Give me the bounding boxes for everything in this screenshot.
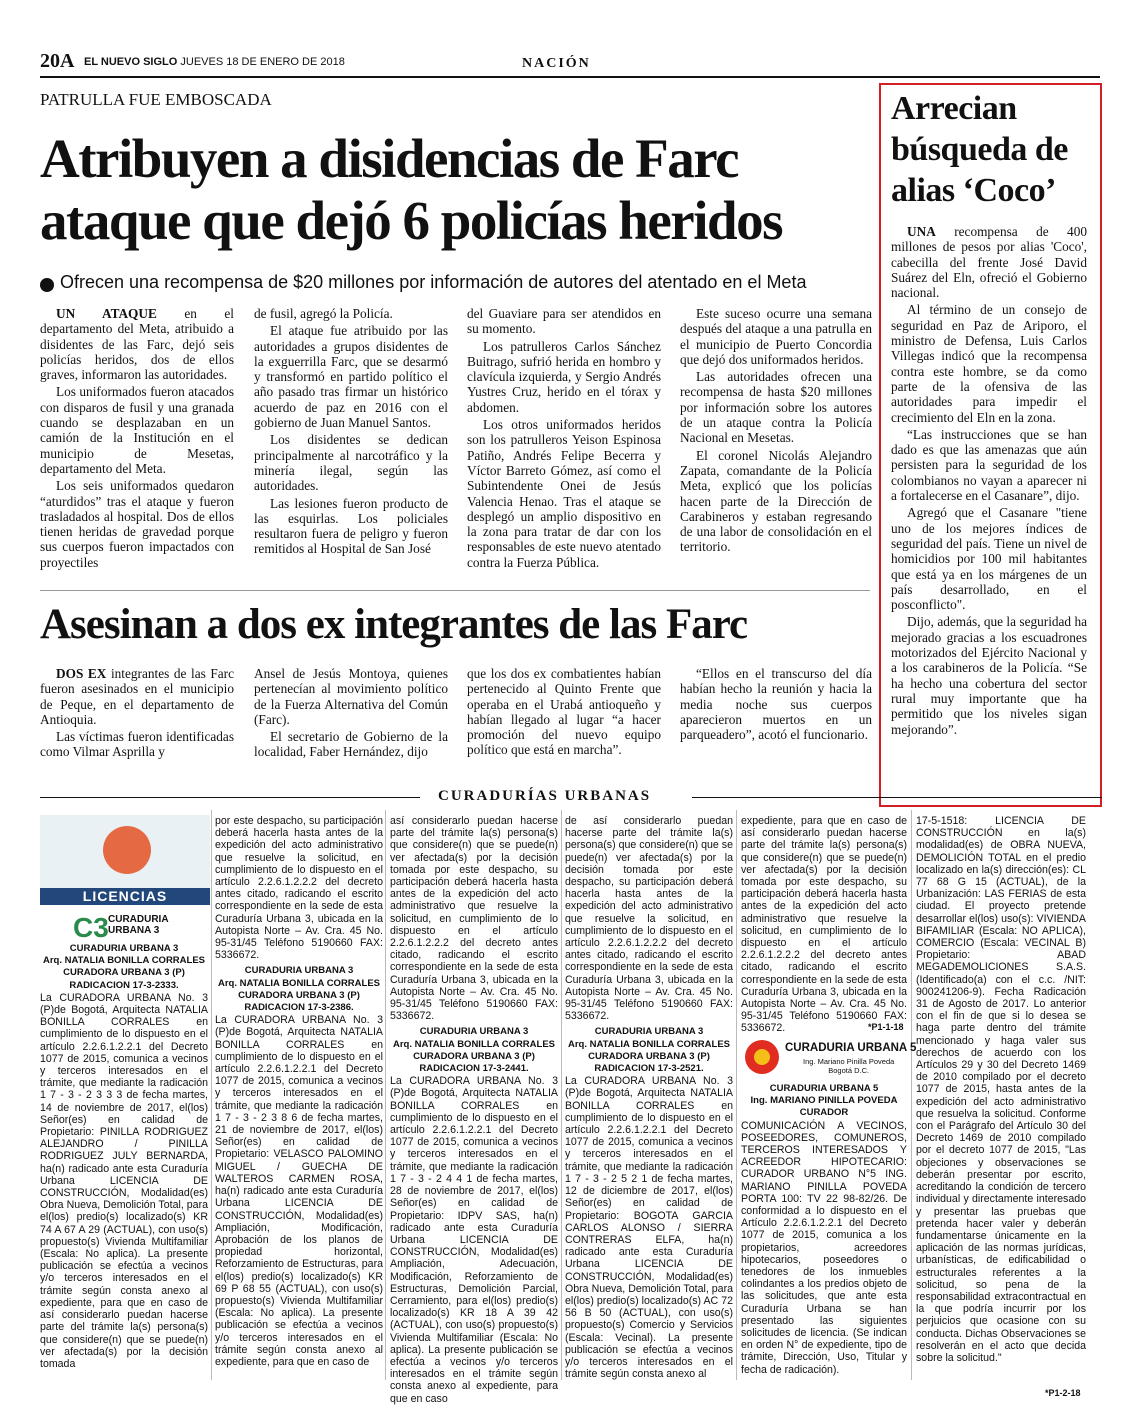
notice-heading: CURADOR: [799, 1107, 849, 1119]
paragraph: Las autoridades ofrecen una recompensa de hasta $20 millones por información sobre los autores de un ataque contra la Policía Nacional en Mesetas.: [680, 369, 872, 446]
curaduria-5-logo-name: CURADURIA URBANA 5: [785, 1042, 917, 1054]
paragraph: Los seis uniformados quedaron “aturdidos” tras el ataque y fueron trasladados al hospital. Dos de ellos tienen heridas de gravedad porque sus cuerpos fueron impactados con proyectiles: [40, 478, 234, 570]
paragraph: Este suceso ocurre una semana después del ataque a una patrulla en el municipio de Puerto Concordia que dejó dos uniformados heridos.: [680, 306, 872, 367]
lead-word: UNA: [907, 224, 936, 239]
licencias-banner: LICENCIAS: [40, 888, 210, 905]
second-story-column-4: [680, 666, 872, 744]
notice-body: de así considerarlo puedan hacerse parte del trámite la(s) persona(s) que considere(n) que se puede(n) ver afectada(s) por la decisión tomada por este despacho, su participación deberá hacerla hasta antes de la expedición del acto administrativo que resuelve la solicitud, en cumplimiento de lo dispuesto en el artículo 2.2.6.1.2.2.2 del decreto antes citado, radicando el escrito correspondiente en la sede de esta Curaduría Urbana 3, ubicada en la Autopista Norte – Av. Cra. 45 No. 95-31/45 Teléfono 5190660 FAX: 5336672.: [565, 815, 733, 1023]
paragraph: recompensa de 400 millones de pesos por alias 'Coco', cabecilla del frente José David Suárez del Eln, ofreció el Gobierno nacional.: [891, 224, 1087, 301]
notice-heading: Ing. MARIANO PINILLA POVEDA: [750, 1095, 898, 1107]
notice-body: La CURADORA URBANA No. 3 (P)de Bogotá, Arquitecta NATALIA BONILLA CORRALES en cumplimiento de lo dispuesto en el artículo 2.2.6.1.2.2.1 del Decreto 1077 de 2015, comunica a vecinos y terceros interesados en el trámite, que mediante la radicación 1 7 - 3 - 2 3 3 3 de fecha martes, 14 de noviembre de 2017, el(los) Señor(es) en calidad de Propietario: PINILLA RODRIGUEZ ALEJANDRO / PINILLA RODRIGUEZ JULY BERNARDA, ha(n) radicado ante esta Curaduría Urbana LICENCIA DE CONSTRUCCIÓN, Modalidad(es) Obra Nueva, Demolición Total, para el(los) predio(s) localizado(s) KR 74 A 67 A 29 (ACTUAL), con uso(s) propuesto(s) Vivienda Multifamiliar (Escala: No aplica). La presente publicación se efectúa a vecinos y/o terceros interesados en el trámite según consta anexo al expediente, para que en caso de así considerarlo puedan hacerse parte del trámite la(s) persona(s) que considere(n) que se puede(n) ver afectada(s) por la decisión tomada: [40, 991, 208, 1370]
column-divider: [385, 810, 386, 1380]
paragraph: El coronel Nicolás Alejandro Zapata, comandante de la Policía Meta, explicó que los policías hacen parte de la Dirección de Carabineros y estaban regresando de una labor de consolidación en el territorio.: [680, 447, 872, 555]
paragraph: de fusil, agregó la Policía.: [254, 306, 393, 321]
kicker: PATRULLA FUE EMBOSCADA: [40, 90, 272, 109]
column-divider: [561, 810, 562, 1380]
notice-column-6: [916, 815, 1086, 1364]
notice-column-4: [565, 815, 733, 1380]
issue-date: JUEVES 18 DE ENERO DE 2018: [180, 56, 345, 68]
paragraph: Al término de un consejo de seguridad en Paz de Ariporo, el ministro de Defensa, Luis Carlos Villegas indicó que la recompensa contra este hombre, se da como parte de la ofensiva de las autoridades para impedir el crecimiento del Eln en la zona.: [891, 302, 1087, 425]
masthead-line: [84, 56, 345, 68]
notice-heading: CURADORA URBANA 3 (P): [413, 1050, 535, 1062]
paragraph: en el departamento del Meta, atribuido a disidentes de las Farc, dejó seis policías heridos, dos de ellos graves, informaron las autoridades.: [40, 306, 234, 383]
story-divider: [40, 590, 870, 591]
second-headline: Asesinan a dos ex integrantes de las Farc: [40, 601, 748, 648]
notice-heading: RADICACION 17-3-2441.: [419, 1063, 529, 1075]
notice-heading: CURADURIA URBANA 3: [419, 1026, 529, 1038]
logo-subtext: Ing. Mariano Pinilla Poveda: [803, 1057, 895, 1066]
main-headline: [40, 128, 880, 252]
notice-body: La CURADORA URBANA No. 3 (P)de Bogotá, Arquitecta NATALIA BONILLA CORRALES en cumplimiento de lo dispuesto en el artículo 2.2.6.1.2.2.1 del Decreto 1077 de 2015, comunica a vecinos y terceros interesados en el trámite, que mediante la radicación 1 7 - 3 - 2 4 4 1 de fecha martes, 28 de noviembre de 2017, el(los) Señor(es) en calidad de Propietario: IDPV SAS, ha(n) radicado ante esta Curaduría Urbana LICENCIA DE CONSTRUCCIÓN, Modalidad(es) Ampliación, Adecuación, Modificación, Reforzamiento de Estructuras, Demolición Parcial, Cerramiento, para el(los) predio(s) localizado(s) KR 18 A 39 42 (ACTUAL), con uso(s) propuesto(s) Vivienda Multifamiliar (Escala: No aplica). La presente publicación se efectúa a vecinos y/o terceros interesados en el trámite según consta anexo al expediente, para que en caso: [390, 1075, 558, 1405]
paragraph: Las lesiones fueron producto de las esquirlas. Los policiales resultaron fuera de peligro y fueron remitidos al Hospital de San José: [254, 495, 448, 557]
lead-word: DOS EX: [56, 666, 107, 681]
section-name: NACIÓN: [522, 56, 591, 71]
subheadline: Ofrecen una recompensa de $20 millones por información de autores del atentado en el Meta: [60, 272, 807, 292]
bullet-icon: [40, 278, 54, 292]
notice-heading: Arq. NATALIA BONILLA CORRALES: [42, 955, 205, 967]
paragraph: Los uniformados fueron atacados con disparos de fusil y una granada cuando se desplazaban en un camión de la Institución en el municipio de Mesetas, departamento del Meta.: [40, 384, 234, 476]
classifieds-rule: [692, 797, 1102, 798]
notice-heading: CURADURIA URBANA 5: [769, 1083, 879, 1094]
notice-body: por este despacho, su participación deberá hacerla hasta antes de la expedición del acto administrativo que resuelve la solicitud, en cumplimiento de lo dispuesto en el artículo 2.2.6.1.2.2.2 del decreto antes citado, radicando el escrito correspondiente en la sede de esta Curaduría Urbana 3, ubicada en la Autopista Norte – Av. Cra. 45 No. 95-31/45 Teléfono 5190660 FAX: 5336672.: [215, 815, 383, 962]
paragraph: Los disidentes se dedican principalmente al narcotráfico y la minería ilegal, según las autoridades.: [254, 432, 448, 494]
column-divider: [911, 810, 912, 1380]
notice-heading: Arq. NATALIA BONILLA CORRALES: [392, 1038, 555, 1050]
sidebar-body: [891, 224, 1087, 739]
notice-body: así considerarlo puedan hacerse parte del trámite la(s) persona(s) que considere(n) que se puede(n) ver afectada(s) por la decisión tomada por este despacho, su participación deberá hacerla hasta antes de la expedición del acto administrativo que resuelve la solicitud, en cumplimiento de lo dispuesto en el artículo 2.2.6.1.2.2.2 del decreto antes citado, radicando el escrito correspondiente en la sede de esta Curaduría Urbana 3, ubicada en la Autopista Norte – Av. Cra. 45 No. 95-31/45 Teléfono 5190660 FAX: 5336672.: [390, 815, 558, 1023]
notice-code: *P1-2-18: [1045, 1388, 1081, 1398]
curaduria-3-logo: C3: [73, 912, 109, 943]
notice-column-5b: [741, 1083, 907, 1376]
notice-heading: RADICACION 17-3-2333.: [69, 979, 179, 991]
notice-heading: CURADORA URBANA 3 (P): [238, 989, 360, 1001]
curaduria-3-logo-text: CURADURIA URBANA 3: [108, 914, 169, 936]
curaduria-5-logo-center: [754, 1049, 770, 1065]
paragraph: Agregó que el Casanare "tiene uno de los mejores índices de seguridad del país. Tiene un nivel de homicidios por 100 mil habitantes que está ya en los márgenes de un país desarrollado, en el posconflicto".: [891, 505, 1087, 613]
paragraph: Las víctimas fueron identificadas como Vilmar Asprilla y: [40, 729, 234, 760]
classifieds-rule: [40, 797, 420, 798]
page-number: 20A: [40, 50, 75, 72]
notice-body: 17-5-1518: LICENCIA DE CONSTRUCCIÓN en la(s) modalidad(es) de OBRA NUEVA, DEMOLICIÓN TOTAL en el predio localizado en la(s) dirección(es): CL 77 68 G 15 (ACTUAL), de la Urbanización: LAS FERIAS de esta ciudad. El proyecto pretende desarrollar el(los) uso(s): VIVIENDA BIFAMILIAR (Escala: NO APLICA), COMERCIO (Escala: VECINAL B) Propietario: ABAD MEGADEMOLICIONES S.A.S. (Identificado(a) con el c.c. /NIT: 900241206-9). Fecha Radicación 31 de Agosto de 2017. Lo anterior con el fin de que si lo desea se haga parte dentro del trámite mencionado y haga valer sus derechos de acuerdo con los Artículos 29 y 30 del Decreto 1469 de 2010 compilado por el decreto 1077 de 2015, hasta antes de la expedición del acto administrativo que resuelva la solicitud. Conforme con el Parágrafo del Artículo 30 del Decreto 1469 de 2010 compilado por el decreto 1077 de 2015, "Las objeciones y observaciones se deberán presentar por escrito, acreditando la condición de tercero individual y directamente interesado y presentar las pruebas que pretenda hacer valer y deberán fundamentarse únicamente en la aplicación de las normas jurídicas, urbanísticas, de edificabilidad o estructurales referentes a la solicitud, so pena de la responsabilidad extracontractual en la que podría incurrir por los perjuicios que ocasione con su conducta. Dichas Observaciones se resolverán en el acto que decida sobre la solicitud.": [916, 815, 1086, 1364]
paragraph: del Guaviare para ser atendidos en su momento.: [467, 306, 661, 337]
paragraph: Los otros uniformados heridos son los patrulleros Yeison Espinosa Patiño, Andrés Felipe Becerra y Víctor Barreto Gómez, así como el Subintendente Onei de Jesús Valencia Henao. Tras el ataque se desplegó un amplio dispositivo en la zona para tratar de dar con los responsables de este nuevo atentado contra la Fuerza Pública.: [467, 417, 661, 570]
paragraph: “Ellos en el transcurso del día habían hecho la reunión y hacia la media noche sus cuerpos aparecieron muertos en un parqueadero”, acotó el funcionario.: [680, 666, 872, 743]
notice-heading: Arq. NATALIA BONILLA CORRALES: [567, 1038, 730, 1050]
curaduria-5-logo-sub: [803, 1057, 894, 1075]
notice-column-1: [40, 943, 208, 1370]
notice-heading: CURADURIA URBANA 3: [594, 1026, 704, 1038]
notice-code: *P1-1-18: [868, 1022, 904, 1032]
notice-column-2: [215, 815, 383, 1368]
headline-line-1: Atribuyen a disidencias de Farc: [40, 128, 739, 189]
column-divider: [211, 810, 212, 1380]
paragraph: “Las instrucciones que se han dado es que las amenazas que aún persisten para la seguridad de los colombianos no vayan a aparecer ni a fortalecerse en el Casanare”, dijo.: [891, 426, 1087, 504]
paragraph: Ansel de Jesús Montoya, quienes pertenecían al movimiento político de la Fuerza Alternativa del Común (Farc).: [254, 666, 448, 727]
notice-heading: CURADORA URBANA 3 (P): [63, 967, 185, 979]
notice-body: La CURADORA URBANA No. 3 (P)de Bogotá, Arquitecta NATALIA BONILLA CORRALES en cumplimiento de lo dispuesto en el artículo 2.2.6.1.2.2.1 del Decreto 1077 de 2015, comunica a vecinos y terceros interesados en el trámite, que mediante la radicación 1 7 - 3 - 2 5 2 1 de fecha martes, 12 de diciembre de 2017, el(los) Señor(es) en calidad de Propietario: BOGOTA GARCIA CARLOS ALONSO / SIERRA CONTRERAS ELFA, ha(n) radicado ante esta Curaduría Urbana LICENCIA DE CONSTRUCCIÓN, Modalidad(es) Obra Nueva, Demolición Total, para el(los) predio(s) localizado(s) AC 72 56 B 50 (ACTUAL), con uso(s) propuesto(s) Comercio y Servicios (Escala: Vecinal). La presente publicación se efectúa a vecinos y/o terceros interesados en el trámite según consta anexo al: [565, 1075, 733, 1381]
second-story-column-1: [40, 666, 234, 762]
notice-heading: RADICACION 17-3-2521.: [594, 1063, 704, 1075]
notice-column-5: [741, 815, 907, 1035]
lead-word: UN ATAQUE: [56, 306, 157, 321]
paragraph: El ataque fue atribuido por las autoridades a grupos disidentes de la exguerrilla Farc, que se desarmó y transformó en partido político el año pasado tras firmar un histórico acuerdo de paz en 2016 con el gobierno de Juan Manuel Santos.: [254, 323, 448, 431]
main-story-column-2: [254, 306, 448, 559]
paragraph: que los dos ex combatientes habían pertenecido al Quinto Frente que operaba en el Urabá antioqueño y habían llegado al lugar “a hacer promoción del nuevo equipo político que está en marcha”.: [467, 666, 661, 758]
column-divider: [736, 810, 737, 1380]
second-story-column-3: [467, 666, 661, 760]
notice-heading: RADICACION 17-3-2386.: [244, 1002, 354, 1014]
main-story-column-4: [680, 306, 872, 557]
cement-mixer-icon: [103, 826, 151, 874]
notice-body: expediente, para que en caso de así considerarlo puedan hacerse parte del trámite la(s) persona(s) que considere(n) que se puede(n) ver afectada(s) por la decisión tomada por este despacho, su participación deberá hacerla hasta antes de la expedición del acto administrativo que resuelve la solicitud, en cumplimiento de lo dispuesto en el artículo 2.2.6.1.2.2.2 del decreto antes citado, radicando el escrito correspondiente en la sede de esta Curaduría Urbana 3, ubicada en la Autopista Norte – Av. Cra. 45 No. 95-31/45 Teléfono 5190660 FAX: 5336672.: [741, 815, 907, 1035]
notice-heading: Arq. NATALIA BONILLA CORRALES: [217, 977, 380, 989]
second-story-column-2: [254, 666, 448, 762]
logo-subtext: Bogotá D.C.: [828, 1066, 870, 1075]
notice-heading: CURADORA URBANA 3 (P): [588, 1050, 710, 1062]
notice-body: COMUNICACIÓN A VECINOS, POSEEDORES, COMUNEROS, TERCEROS INTERESADOS Y ACREEDOR HIPOTECARIO: CURADOR URBANO N°5 ING. MARIANO PINILLA POVEDA PORTA 100: TV 22 98-82/26. De conformidad a lo dispuesto en el Artículo 2.2.6.1.2.2.1 del Decreto 1077 de 2015, comunica a los propietarios, acreedores hipotecarios, poseedores o tenedores de los inmuebles colindantes a los predios objeto de las solicitudes, que ante esta Curaduría Urbana se han presentado las siguientes solicitudes de licencia. (Se indican en orden N° de expediente, tipo de trámite, Dirección, Uso, Titular y fecha de radicación).: [741, 1119, 907, 1376]
headline-line-2: ataque que dejó 6 policías heridos: [40, 190, 782, 251]
paragraph: Dijo, además, que la seguridad ha mejorado gracias a los escuadrones motorizados del Ejército Nacional y a los carabineros de la Policía. “Se ha hecho una cobertura del sector rural muy importante que ha permitido que los niveles sigan mejorando”.: [891, 614, 1087, 737]
notice-body: La CURADORA URBANA No. 3 (P)de Bogotá, Arquitecta NATALIA BONILLA CORRALES en cumplimiento de lo dispuesto en el artículo 2.2.6.1.2.2.1 del Decreto 1077 de 2015, comunica a vecinos y terceros interesados en el trámite, que mediante la radicación 1 7 - 3 - 2 3 8 6 de fecha martes, 21 de noviembre de 2017, el(los) Señor(es) en calidad de Propietario: VELASCO PALOMINO MIGUEL / GUECHA DE WALTEROS CARMEN ROSA, ha(n) radicado ante esta Curaduría Urbana LICENCIA DE CONSTRUCCIÓN, Modalidad(es) Ampliación, Modificación, Aprobación de los planos de propiedad horizontal, Reforzamiento de Estructuras, para el(los) predio(s) localizado(s) KR 69 P 68 55 (ACTUAL), con uso(s) propuesto(s) Vivienda Multifamiliar (Escala: No aplica). La presente publicación se efectúa a vecinos y/o terceros interesados en el trámite según consta anexo al expediente, para que en caso de: [215, 1014, 383, 1368]
notice-heading: CURADURIA URBANA 3: [69, 943, 179, 954]
main-story-column-3: [467, 306, 661, 572]
sidebar-title: Arrecian búsqueda de alias ‘Coco’: [891, 90, 1068, 209]
paper-name: EL NUEVO SIGLO: [84, 56, 178, 68]
paragraph: Los patrulleros Carlos Sánchez Buitrago, sufrió herida en hombro y clavícula izquierda, y Sergio Andrés Yustres Cruz, herido en el tórax y abdomen.: [467, 338, 661, 415]
header-rule: [40, 76, 1100, 78]
main-story-column-1: [40, 306, 234, 572]
notice-column-3: [390, 815, 558, 1405]
classifieds-title: CURADURÍAS URBANAS: [438, 788, 652, 804]
notice-heading: CURADURIA URBANA 3: [244, 965, 354, 977]
paragraph: integrantes de las Farc fueron asesinados en el municipio de Peque, en el departamento de Antioquia.: [40, 666, 234, 727]
paragraph: El secretario de Gobierno de la localidad, Faber Hernández, dijo: [254, 729, 448, 760]
